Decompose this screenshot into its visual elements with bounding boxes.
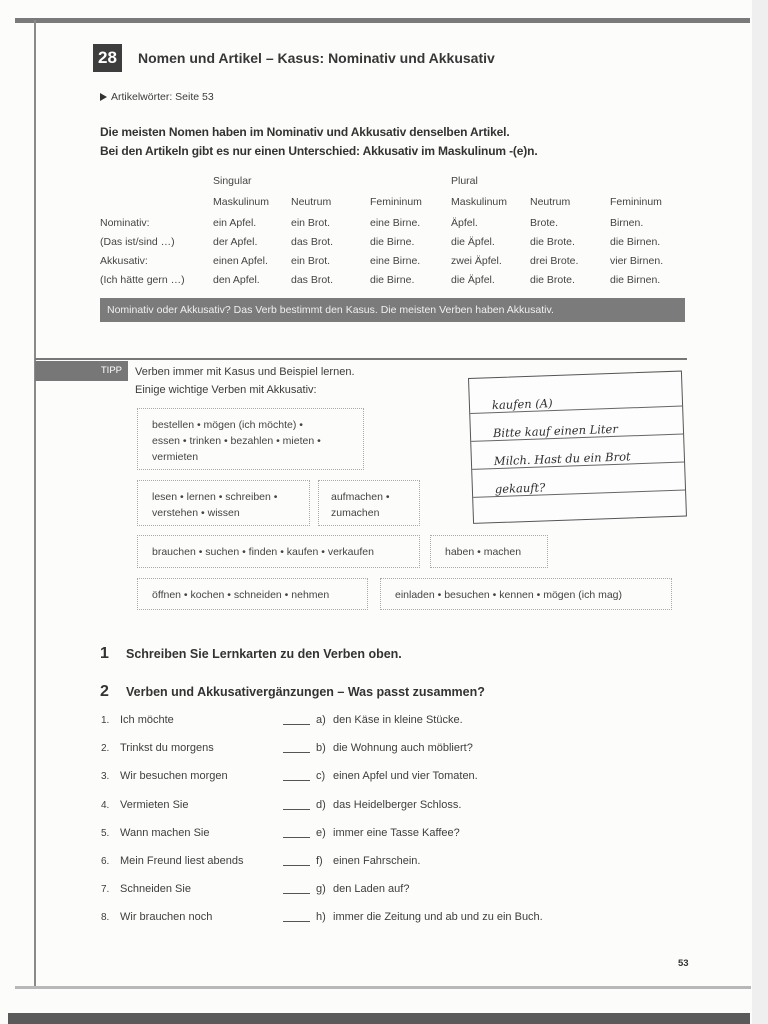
table-cell	[610, 171, 680, 191]
item-number: 2.	[101, 743, 110, 755]
flashcard-line: kaufen (A)	[469, 380, 682, 414]
item-number: 5.	[101, 827, 110, 839]
answer-blank	[283, 865, 310, 866]
column-header: Maskulinum	[451, 196, 508, 208]
exercise-number: 2	[100, 683, 109, 700]
exercise-item	[0, 825, 700, 853]
option-text: das Heidelberger Schloss.	[333, 798, 462, 811]
group-header-singular: Singular	[213, 175, 252, 187]
table-cell: der Apfel.	[213, 235, 258, 248]
item-text: Vermieten Sie	[120, 798, 189, 811]
option-text: immer die Zeitung und ab und zu ein Buch.	[333, 911, 543, 924]
page-number: 53	[678, 958, 689, 969]
item-number: 6.	[101, 855, 110, 867]
table-cell: Brote.	[530, 216, 559, 229]
table-cell	[100, 191, 213, 213]
option-letter: f)	[316, 854, 323, 867]
option-letter: e)	[316, 826, 326, 839]
table-cell: die Birne.	[370, 273, 415, 286]
verb-line: zumachen	[331, 507, 380, 519]
table-row	[100, 251, 680, 270]
answer-blank	[283, 724, 310, 725]
verb-group-box	[137, 578, 368, 610]
table-cell: zwei Äpfel.	[451, 254, 502, 267]
option-text: einen Apfel und vier Tomaten.	[333, 770, 478, 783]
table-cell: die Brote.	[530, 273, 575, 286]
item-text: Wir besuchen morgen	[120, 770, 228, 783]
verb-line: bestellen • mögen (ich möchte) •	[152, 419, 303, 431]
tipp-line: Verben immer mit Kasus und Beispiel lernen.	[135, 366, 355, 378]
exercise-item	[0, 740, 700, 768]
table-cell: eine Birne.	[370, 216, 421, 229]
top-rule	[15, 18, 750, 23]
option-letter: d)	[316, 798, 326, 811]
answer-blank	[283, 809, 310, 810]
answer-blank	[283, 780, 310, 781]
exercise-item	[0, 853, 700, 881]
intro-line: Die meisten Nomen haben im Nominativ und Akkusativ denselben Artikel.	[100, 125, 510, 139]
verb-line: öffnen • kochen • schneiden • nehmen	[152, 589, 330, 601]
item-text: Mein Freund liest abends	[120, 854, 244, 867]
cross-reference	[100, 90, 214, 104]
row-label: (Das ist/sind …)	[100, 235, 175, 248]
column-header: Femininum	[610, 196, 662, 208]
tipp-label: TIPP	[35, 361, 128, 381]
table-cell: vier Birnen.	[610, 254, 664, 267]
verb-line: aufmachen •	[331, 491, 390, 503]
item-text: Schneiden Sie	[120, 883, 191, 896]
answer-blank	[283, 752, 310, 753]
verb-line: brauchen • suchen • finden • kaufen • verkaufen	[152, 546, 374, 558]
arrow-right-icon	[100, 93, 107, 101]
intro-line: Bei den Artikeln gibt es nur einen Unterschied: Akkusativ im Maskulinum -(e)n.	[100, 144, 538, 158]
table-cell: ein Brot.	[291, 254, 331, 267]
table-group-row	[100, 171, 680, 191]
item-text: Ich möchte	[120, 714, 174, 726]
table-cell: eine Birne.	[370, 254, 421, 267]
option-letter: b)	[316, 742, 326, 755]
verb-group-box	[430, 535, 548, 568]
table-cell: das Brot.	[291, 235, 334, 248]
item-number: 7.	[101, 884, 110, 896]
next-page-edge	[8, 1013, 750, 1024]
answer-blank	[283, 921, 310, 922]
exercise-number: 1	[100, 645, 109, 662]
tipp-divider	[35, 358, 687, 360]
group-header-plural: Plural	[451, 175, 478, 187]
table-row	[100, 232, 680, 251]
table-cell	[291, 171, 370, 191]
exercise-item	[0, 881, 700, 909]
item-number: 3.	[101, 771, 110, 783]
verb-group-box	[137, 480, 310, 526]
item-number: 1.	[101, 715, 110, 726]
exercise-item	[0, 797, 700, 825]
option-letter: g)	[316, 883, 326, 896]
item-number: 4.	[101, 799, 110, 811]
flashcard-line: Bitte kauf einen Liter	[470, 408, 683, 442]
verb-group-box	[318, 480, 420, 526]
table-cell	[100, 171, 213, 191]
row-label: Akkusativ:	[100, 254, 148, 267]
verb-line: verstehen • wissen	[152, 507, 240, 519]
exercise-item	[0, 712, 700, 740]
table-cell: die Birnen.	[610, 235, 661, 248]
exercise-item	[0, 768, 700, 796]
item-text: Wann machen Sie	[120, 826, 210, 839]
table-cell: die Birne.	[370, 235, 415, 248]
exercise-instruction: Verben und Akkusativergänzungen – Was passt zusammen?	[126, 685, 485, 699]
table-cell: die Brote.	[530, 235, 575, 248]
item-text: Wir brauchen noch	[120, 911, 213, 924]
flashcard-line: Milch. Hast du ein Brot	[471, 436, 684, 470]
exercise-instruction: Schreiben Sie Lernkarten zu den Verben oben.	[126, 647, 402, 661]
chapter-title: Nomen und Artikel – Kasus: Nominativ und Akkusativ	[138, 50, 495, 66]
item-number: 8.	[101, 912, 110, 924]
option-text: einen Fahrschein.	[333, 854, 421, 867]
table-cell	[370, 171, 451, 191]
table-cell: Äpfel.	[451, 216, 478, 229]
column-header: Femininum	[370, 196, 422, 208]
answer-blank	[283, 837, 310, 838]
cross-reference-text: Artikelwörter: Seite 53	[111, 91, 214, 103]
verb-group-box	[137, 535, 420, 568]
matching-exercise	[0, 712, 700, 938]
option-text: die Wohnung auch möbliert?	[333, 742, 473, 755]
tipp-text	[135, 363, 355, 399]
flashcard-line: gekauft?	[472, 464, 685, 498]
option-text: immer eine Tasse Kaffee?	[333, 826, 460, 839]
tipp-line: Einige wichtige Verben mit Akkusativ:	[135, 384, 317, 396]
table-cell	[530, 171, 610, 191]
option-text: den Laden auf?	[333, 883, 410, 896]
flashcard	[468, 371, 687, 524]
item-text: Trinkst du morgens	[120, 742, 214, 755]
scan-edge	[752, 0, 768, 1024]
article-table	[100, 171, 680, 289]
verb-line: einladen • besuchen • kennen • mögen (ich mag)	[395, 589, 623, 601]
grammar-note: Nominativ oder Akkusativ? Das Verb bestimmt den Kasus. Die meisten Verben haben Akkusativ.	[100, 298, 685, 322]
verb-line: essen • trinken • bezahlen • mieten •	[152, 435, 321, 447]
table-cell: Birnen.	[610, 216, 644, 229]
verb-group-box	[380, 578, 672, 610]
option-letter: c)	[316, 770, 326, 783]
option-text: den Käse in kleine Stücke.	[333, 714, 463, 726]
verb-group-box	[137, 408, 364, 470]
table-cell: die Äpfel.	[451, 273, 495, 286]
table-header-row	[100, 191, 680, 213]
verb-line: haben • machen	[445, 546, 522, 558]
row-label: (Ich hätte gern …)	[100, 273, 185, 286]
option-letter: h)	[316, 911, 326, 924]
table-cell: die Äpfel.	[451, 235, 495, 248]
row-label: Nominativ:	[100, 216, 150, 229]
column-header: Maskulinum	[213, 196, 270, 208]
option-letter: a)	[316, 714, 326, 726]
table-row	[100, 213, 680, 232]
chapter-number: 28	[93, 44, 122, 72]
column-header: Neutrum	[530, 196, 571, 208]
intro-rule	[100, 123, 538, 161]
verb-line: vermieten	[152, 451, 199, 463]
answer-blank	[283, 893, 310, 894]
exercise-item	[0, 909, 700, 937]
table-cell: ein Apfel.	[213, 216, 257, 229]
bottom-rule	[15, 986, 751, 989]
verb-line: lesen • lernen • schreiben •	[152, 491, 278, 503]
table-cell: den Apfel.	[213, 273, 260, 286]
table-cell: einen Apfel.	[213, 254, 268, 267]
table-cell: das Brot.	[291, 273, 334, 286]
table-cell: die Birnen.	[610, 273, 661, 286]
table-cell: drei Brote.	[530, 254, 579, 267]
table-row	[100, 270, 680, 289]
column-header: Neutrum	[291, 196, 332, 208]
table-cell: ein Brot.	[291, 216, 331, 229]
